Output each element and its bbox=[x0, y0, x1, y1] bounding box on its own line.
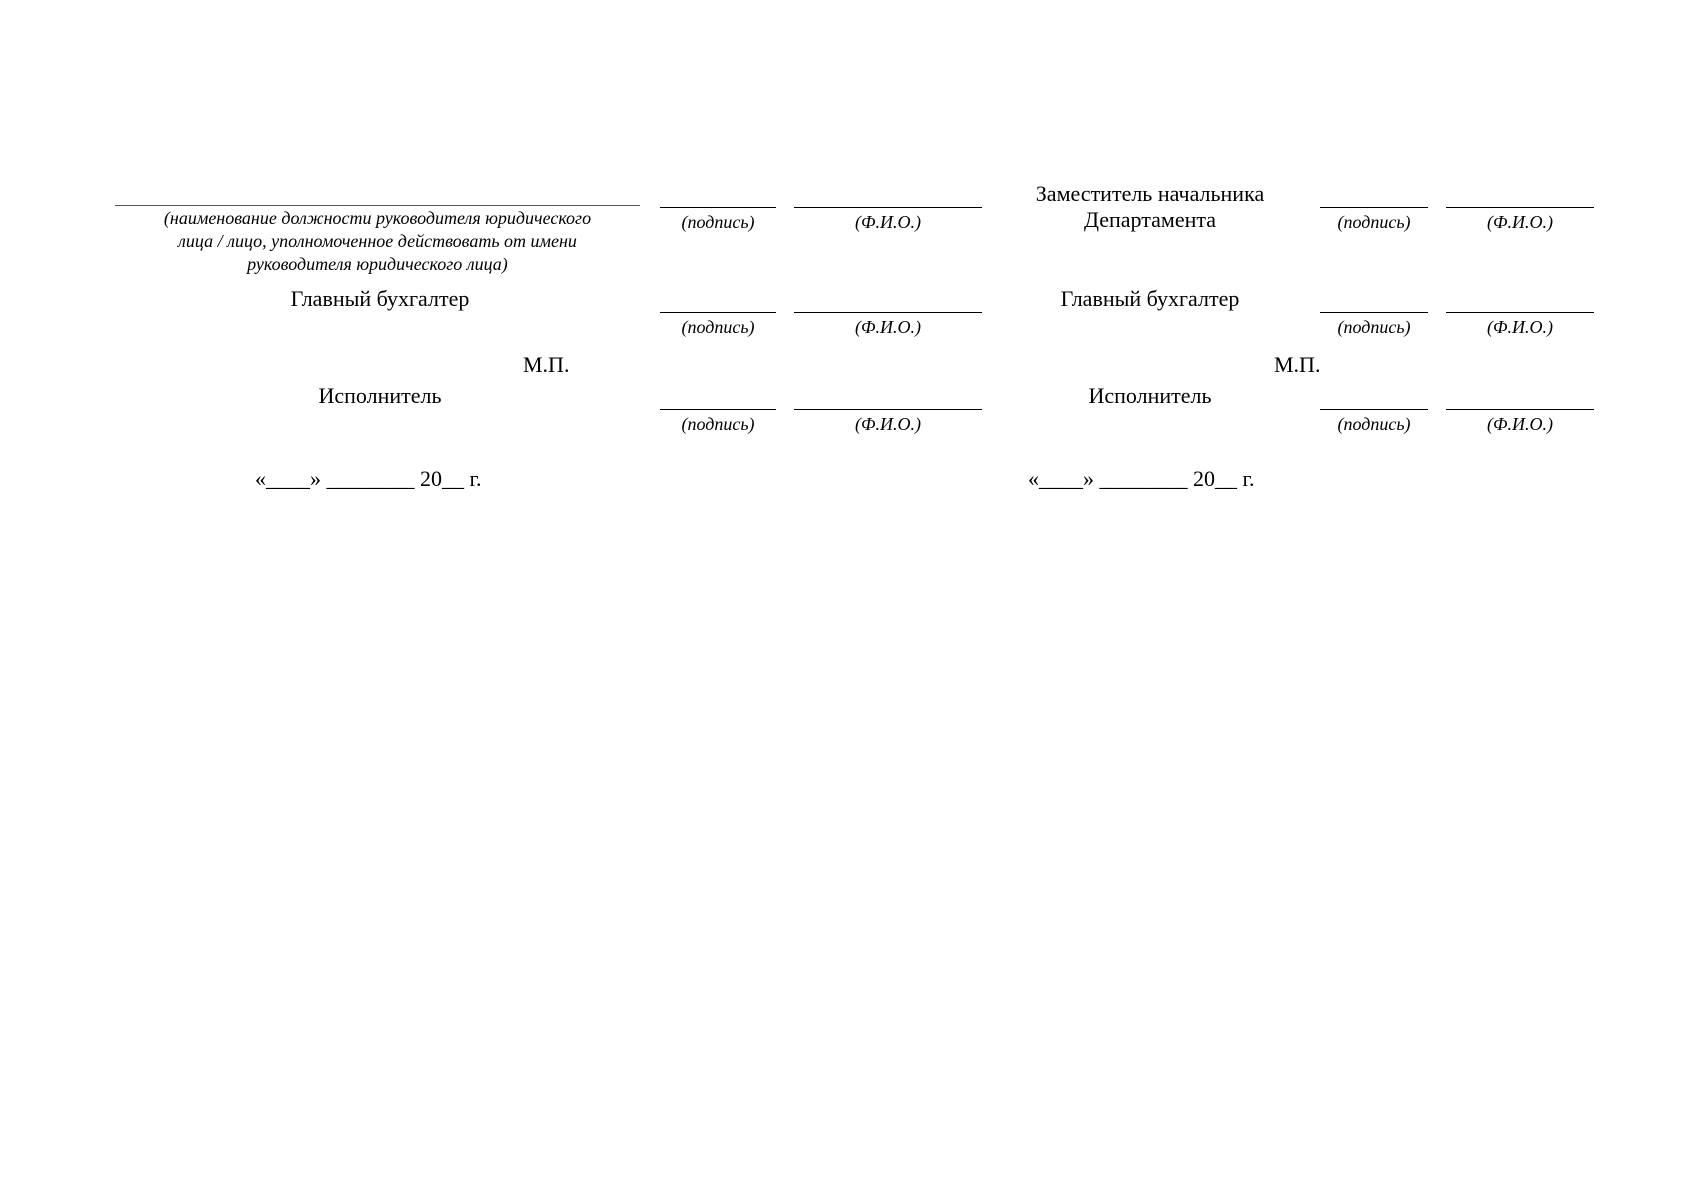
left-name-line-1[interactable] bbox=[794, 207, 982, 208]
right-signature-caption-2: (подпись) bbox=[1337, 317, 1411, 337]
left-executor-label: Исполнитель bbox=[318, 383, 442, 408]
right-name-caption-2: (Ф.И.О.) bbox=[1487, 317, 1553, 337]
left-name-caption-3: (Ф.И.О.) bbox=[855, 414, 921, 434]
left-name-caption-1: (Ф.И.О.) bbox=[855, 212, 921, 232]
right-signature-caption-3: (подпись) bbox=[1337, 414, 1411, 434]
right-chief-accountant-label: Главный бухгалтер bbox=[1060, 286, 1240, 311]
left-signature-caption-1: (подпись) bbox=[681, 212, 755, 232]
left-name-line-2[interactable] bbox=[794, 312, 982, 313]
left-position-caption-line-2: лица / лицо, уполномоченное действовать от имени bbox=[178, 231, 577, 251]
left-signature-caption-2: (подпись) bbox=[681, 317, 755, 337]
left-signature-line-1[interactable] bbox=[660, 207, 776, 208]
left-chief-accountant-label: Главный бухгалтер bbox=[290, 286, 470, 311]
left-name-caption-2: (Ф.И.О.) bbox=[855, 317, 921, 337]
left-position-caption bbox=[115, 207, 640, 276]
left-date-field[interactable]: «____» ________ 20__ г. bbox=[255, 466, 482, 491]
right-signature-caption-1: (подпись) bbox=[1337, 212, 1411, 232]
left-signature-line-2[interactable] bbox=[660, 312, 776, 313]
left-position-caption-line-1: (наименование должности руководителя юридического bbox=[163, 208, 592, 228]
left-name-line-3[interactable] bbox=[794, 409, 982, 410]
right-executor-label: Исполнитель bbox=[1088, 383, 1212, 408]
right-name-caption-3: (Ф.И.О.) bbox=[1487, 414, 1553, 434]
right-signature-line-1[interactable] bbox=[1320, 207, 1428, 208]
right-title-line-2: Департамента bbox=[1083, 207, 1217, 232]
right-signature-line-2[interactable] bbox=[1320, 312, 1428, 313]
left-signature-line-3[interactable] bbox=[660, 409, 776, 410]
right-name-line-2[interactable] bbox=[1446, 312, 1594, 313]
right-date-field[interactable]: «____» ________ 20__ г. bbox=[1028, 466, 1255, 491]
right-name-line-1[interactable] bbox=[1446, 207, 1594, 208]
right-signature-line-3[interactable] bbox=[1320, 409, 1428, 410]
left-position-caption-line-3: руководителя юридического лица) bbox=[247, 254, 508, 274]
right-seal-label: М.П. bbox=[1274, 352, 1321, 377]
right-name-line-3[interactable] bbox=[1446, 409, 1594, 410]
left-seal-label: М.П. bbox=[523, 352, 570, 377]
right-title-line-1: Заместитель начальника bbox=[1035, 181, 1265, 206]
left-position-line bbox=[115, 205, 640, 206]
left-signature-caption-3: (подпись) bbox=[681, 414, 755, 434]
right-name-caption-1: (Ф.И.О.) bbox=[1487, 212, 1553, 232]
